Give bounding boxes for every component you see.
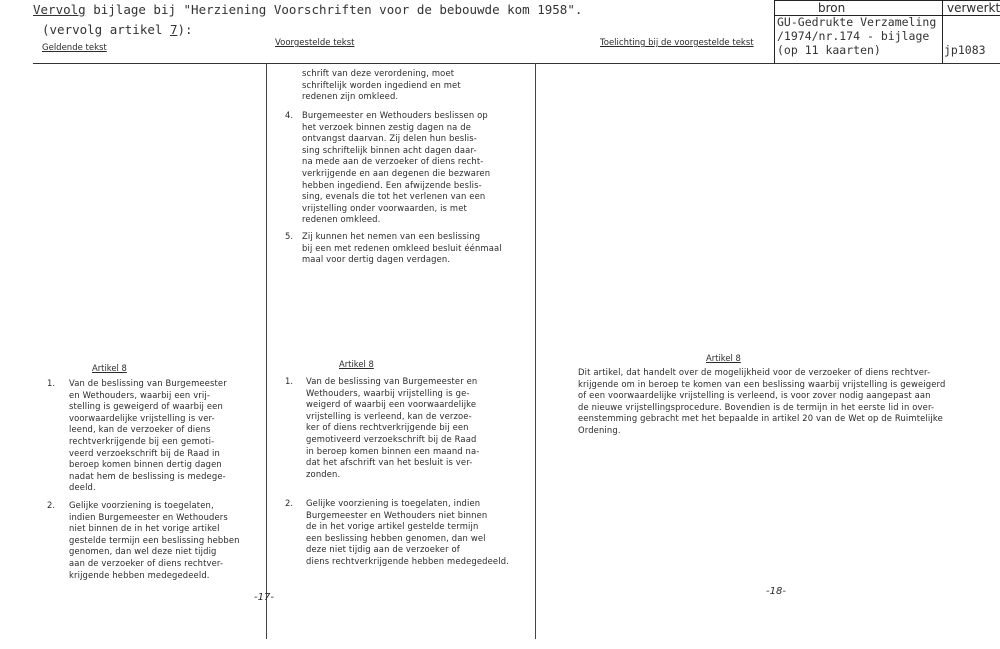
explanation-article-8-text: Dit artikel, dat handelt over de mogelijkheid voor de verzoeker of diens rechtver- krijgende om in beroep te komen van een beslissing waarbij vrijstelling is geweigerd of een voorwaardelijke vrijstelling is verleend, is voor zover nodig aangepast aan de nieuwe vrijstellingsprocedure. Bovendien is de termijn in het eerste lid in over- eenstemming gebracht met het bepaalde in artikel 20 van de Wet op de Ruimtelijke Ordening.: [578, 367, 946, 435]
page-number-right: -18-: [766, 586, 786, 597]
proposed-article-8-heading: Artikel 8: [339, 359, 374, 369]
current-item-1-number: 1.: [47, 378, 55, 388]
subtitle-article-number: 7: [169, 22, 178, 37]
proposed-art8-item-2-text: Gelijke voorziening is toegelaten, indien Burgemeester en Wethouders niet binnen de in het vorige artikel gestelde termijn een beslissing hebben genomen, dan wel deze niet tijdig aan de verzoeker of diens rechtverkrijgende hebben medegedeeld.: [306, 498, 509, 566]
current-item-2-number: 2.: [47, 500, 55, 510]
column-header-proposed-text: Voorgestelde tekst: [275, 38, 355, 48]
subtitle-suffix: ):: [177, 22, 193, 37]
proposed-item-4-number: 4.: [285, 110, 293, 120]
bron-label: bron: [818, 1, 846, 15]
column-divider-2: [535, 63, 536, 639]
source-box-left-line: [774, 0, 775, 63]
column-header-current-text: Geldende tekst: [42, 43, 107, 53]
page-number-left: -17-: [254, 592, 274, 603]
verwerkt-label: verwerkt: [947, 1, 1000, 15]
proposed-continuation-text: schrift van deze verordening, moet schriftelijk worden ingediend en met redenen zijn omkleed.: [302, 68, 461, 102]
document-subtitle: [42, 22, 193, 37]
proposed-item-5-number: 5.: [285, 231, 293, 241]
current-article-8-heading: Artikel 8: [92, 363, 127, 373]
subtitle-prefix: (vervolg artikel: [42, 22, 170, 37]
proposed-item-4-text: Burgemeester en Wethouders beslissen op het verzoek binnen zestig dagen na de ontvangst daarvan. Zij delen hun beslis- sing schriftelijk binnen acht dagen daar- na mede aan de verzoeker of diens recht- verkrijgende en aan degenen die bezwaren hebben ingediend. Een afwijzende beslis- sing, evenals die tot het verlenen van een vrijstelling onder voorwaarden, is met redenen omkleed.: [302, 110, 491, 225]
source-box-divider: [942, 0, 943, 63]
current-item-1-text: Van de beslissing van Burgemeester en Wethouders, waarbij een vrij- stelling is geweigerd of waarbij een voorwaardelijke vrijstelling is ver- leend, kan de verzoeker of diens rechtverkrijgende bij een gemoti- veerd verzoekschrift bij de Raad in beroep komen binnen dertig dagen nadat hem de beslissing is medege- deeld.: [69, 378, 227, 493]
header-rule: [33, 63, 1000, 64]
proposed-art8-item-2-number: 2.: [285, 498, 293, 508]
verwerkt-text: jp1083: [944, 43, 986, 57]
column-divider-1: [266, 63, 267, 639]
proposed-art8-item-1-number: 1.: [285, 376, 293, 386]
current-item-2-text: Gelijke voorziening is toegelaten, indien Burgemeester en Wethouders niet binnen de in het vorige artikel gestelde termijn een beslissing hebben genomen, dan wel deze niet tijdig aan de verzoeker of diens rechtver- krijgende hebben medegedeeld.: [69, 500, 240, 580]
document-title: [33, 2, 582, 17]
explanation-article-8-heading: Artikel 8: [706, 353, 741, 363]
bron-text: GU-Gedrukte Verzameling /1974/nr.174 - bijlage (op 11 kaarten): [777, 15, 937, 57]
title-rest: bijlage bij "Herziening Voorschriften voor de bebouwde kom 1958".: [85, 2, 583, 17]
column-header-explanation: Toelichting bij de voorgestelde tekst: [600, 38, 754, 48]
proposed-item-5-text: Zij kunnen het nemen van een beslissing bij een met redenen omkleed besluit éénmaal maal voor dertig dagen verdagen.: [302, 231, 502, 265]
title-prefix: Vervolg: [33, 2, 86, 17]
proposed-art8-item-1-text: Van de beslissing van Burgemeester en Wethouders, waarbij vrijstelling is ge- weigerd of waarbij een voorwaardelijke vrijstelling is verleend, kan de verzoe- ker of diens rechtverkrijgende bij een gemotiveerd verzoekschrift bij de Raad in beroep komen binnen een maand na- dat het afschrift van het besluit is ver- zonden.: [306, 376, 480, 479]
